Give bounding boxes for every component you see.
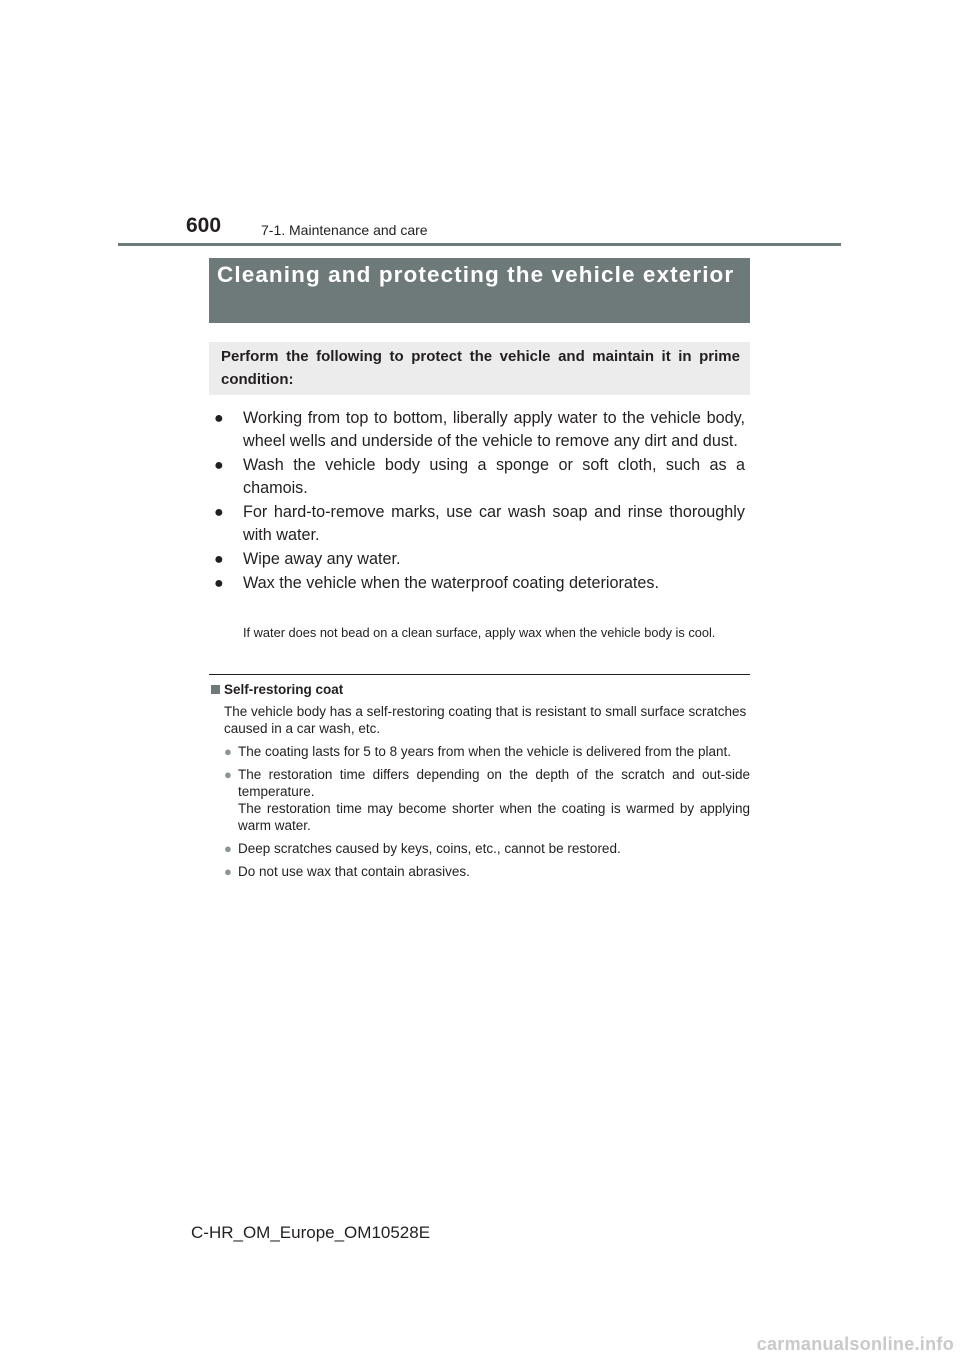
list-item (214, 501, 745, 547)
page-number: 600 (186, 214, 222, 237)
bullet-icon: ● (224, 767, 232, 782)
step-text: Wash the vehicle body using a sponge or soft cloth, such as a chamois. (243, 456, 745, 497)
self-restoring-intro: The vehicle body has a self-restoring coating that is resistant to small surface scratches caused in a car wash, etc. (224, 704, 747, 736)
self-restoring-heading-text: Self-restoring coat (224, 682, 344, 697)
list-item (224, 840, 750, 857)
watermark: carmanualsonline.info (756, 1334, 954, 1354)
item-text: Deep scratches caused by keys, coins, etc., cannot be restored. (238, 841, 621, 856)
step-text: For hard-to-remove marks, use car wash soap and rinse thoroughly with water. (243, 503, 745, 544)
step-text: Working from top to bottom, liberally apply water to the vehicle body, wheel wells and underside of the vehicle to remove any dirt and dust. (243, 409, 745, 450)
step-text: Wax the vehicle when the waterproof coating deteriorates. (243, 574, 660, 592)
self-restoring-list (224, 743, 750, 886)
list-item (214, 407, 745, 453)
item-text: The restoration time differs depending on the depth of the scratch and out-side temperature. (238, 767, 750, 799)
page-title: Cleaning and protecting the vehicle exterior (217, 262, 735, 287)
list-item (224, 863, 750, 880)
intro-box (209, 342, 750, 395)
list-item (214, 572, 745, 595)
bullet-icon: ● (214, 575, 224, 592)
list-item (214, 548, 745, 571)
bullet-icon: ● (214, 551, 224, 568)
section-reference: 7-1. Maintenance and care (261, 222, 428, 238)
list-item (224, 766, 750, 834)
item-text: Do not use wax that contain abrasives. (238, 864, 470, 879)
header-divider (118, 243, 841, 246)
list-item (224, 743, 750, 760)
document-id: C-HR_OM_Europe_OM10528E (191, 1223, 431, 1242)
bullet-icon: ● (214, 410, 224, 427)
bullet-icon: ● (214, 457, 224, 474)
bullet-icon: ● (214, 504, 224, 521)
bullet-icon: ● (224, 864, 232, 879)
section-divider (209, 674, 750, 675)
square-bullet-icon (211, 685, 220, 694)
bullet-icon: ● (224, 744, 232, 759)
list-item (214, 454, 745, 500)
title-banner (209, 258, 750, 323)
bullet-icon: ● (224, 841, 232, 856)
step-text: Wipe away any water. (243, 550, 401, 568)
steps-list (214, 407, 745, 596)
item-text: The restoration time may become shorter when the coating is warmed by applying warm water. (238, 801, 750, 833)
self-restoring-heading (211, 682, 343, 697)
intro-text: Perform the following to protect the vehicle and maintain it in prime condition: (221, 348, 740, 388)
wax-note: If water does not bead on a clean surface, apply wax when the vehicle body is cool. (243, 625, 716, 640)
item-text: The coating lasts for 5 to 8 years from when the vehicle is delivered from the plant. (238, 744, 731, 759)
